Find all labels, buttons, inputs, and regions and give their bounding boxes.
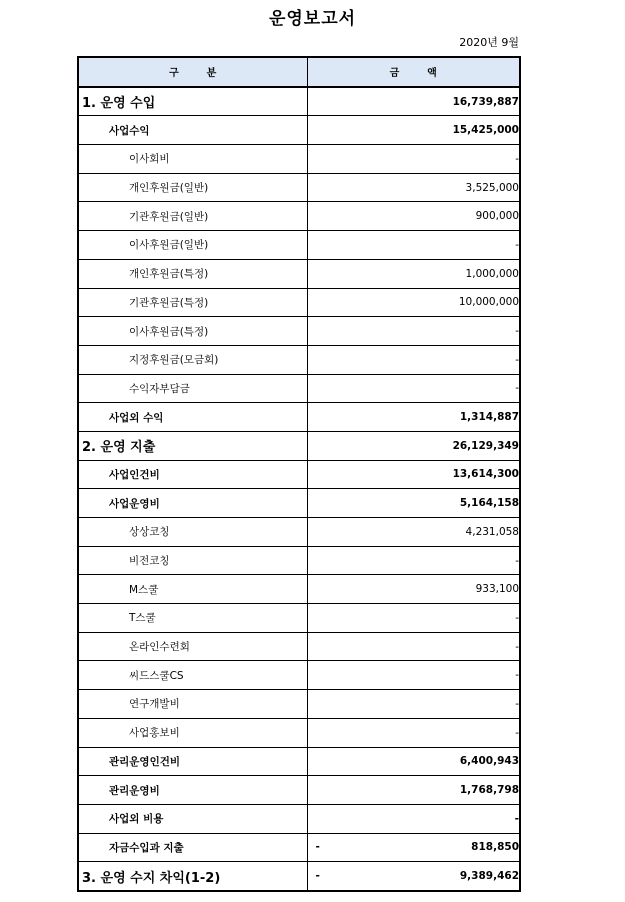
row-label: 3. 운영 수지 차익(1-2) [78,862,307,891]
table-row [78,288,520,317]
row-amount: 1,314,887 [459,411,519,424]
table-row [78,259,520,288]
header-category: 구 분 [78,57,307,87]
table-header-row [78,57,520,87]
row-amount: - [515,325,519,338]
row-label: T스쿨 [78,604,307,633]
table-row [78,460,520,489]
table-row [78,145,520,174]
row-amount-cell [307,345,520,374]
row-amount-cell [307,403,520,432]
row-label: 이사회비 [78,145,307,174]
row-amount: 16,739,887 [452,95,519,108]
row-label: 사업인건비 [78,460,307,489]
row-amount-cell [307,116,520,145]
row-amount-cell [307,173,520,202]
row-label: 연구개발비 [78,690,307,719]
row-label: 사업외 수익 [78,403,307,432]
row-label: 기관후원금(일반) [78,202,307,231]
header-amount: 금 액 [307,57,520,87]
row-amount: - [515,238,519,251]
report-title: 운영보고서 [268,9,357,29]
table-row [78,546,520,575]
table-row [78,747,520,776]
row-amount: - [515,382,519,395]
row-amount: - [515,669,519,682]
table-row [78,804,520,833]
row-amount: 4,231,058 [465,525,519,538]
row-amount-cell [307,374,520,403]
row-amount-cell [307,317,520,346]
row-label: 관리운영비 [78,776,307,805]
row-amount-cell [307,718,520,747]
row-label: 사업홍보비 [78,718,307,747]
row-amount-cell [307,632,520,661]
row-amount-cell [307,690,520,719]
row-label: 자금수입과 지출 [78,833,307,862]
table-row [78,202,520,231]
row-amount-cell [307,489,520,518]
row-amount: 5,164,158 [459,497,519,510]
row-label: 기관후원금(특정) [78,288,307,317]
table-row [78,374,520,403]
row-amount: 933,100 [475,583,519,596]
row-amount: 10,000,000 [458,296,519,309]
row-label: 관리운영인건비 [78,747,307,776]
table-row [78,690,520,719]
row-label: 1. 운영 수입 [78,87,307,116]
table-row [78,661,520,690]
row-amount: - [515,611,519,624]
row-amount: - [515,726,519,739]
row-label: 사업운영비 [78,489,307,518]
row-amount-cell [307,747,520,776]
table-row [78,317,520,346]
table-row [78,173,520,202]
row-amount: 13,614,300 [452,468,519,481]
row-label: 지정후원금(모금회) [78,345,307,374]
report-date: 2020년 9월 [459,36,519,49]
row-amount-cell [307,202,520,231]
row-amount: 26,129,349 [452,439,519,452]
table-row [78,604,520,633]
table-row [78,345,520,374]
row-amount: 9,389,462 [459,870,519,883]
row-amount-cell [307,661,520,690]
row-amount: - [515,697,519,710]
row-amount-cell [307,259,520,288]
row-amount: 15,425,000 [452,124,519,137]
row-amount: - [515,554,519,567]
row-amount: - [514,812,519,825]
row-amount-cell [307,288,520,317]
row-amount-cell [307,833,520,862]
row-label: 이사후원금(일반) [78,231,307,260]
table-row [78,718,520,747]
row-amount: 818,850 [471,841,519,854]
row-label: 사업수익 [78,116,307,145]
table-row [78,403,520,432]
table-row [78,431,520,460]
row-amount-prefix: - [315,870,320,883]
row-amount-cell [307,518,520,547]
row-amount: - [515,640,519,653]
row-amount-cell [307,604,520,633]
row-amount-cell [307,145,520,174]
row-label: 이사후원금(특정) [78,317,307,346]
row-label: 상상코칭 [78,518,307,547]
table-row [78,776,520,805]
row-amount: 6,400,943 [459,755,519,768]
row-amount: - [515,353,519,366]
table-row [78,231,520,260]
row-label: 사업외 비용 [78,804,307,833]
row-label: 씨드스쿨CS [78,661,307,690]
row-amount-cell [307,546,520,575]
row-amount: 3,525,000 [465,181,519,194]
row-amount: 900,000 [475,210,519,223]
table-row [78,575,520,604]
row-amount-prefix: - [315,841,320,854]
row-label: 2. 운영 지출 [78,431,307,460]
row-amount-cell [307,87,520,116]
row-label: 수익자부담금 [78,374,307,403]
row-label: 개인후원금(일반) [78,173,307,202]
table-row [78,518,520,547]
row-label: 개인후원금(특정) [78,259,307,288]
row-amount-cell [307,575,520,604]
report-table [77,56,521,892]
row-amount: - [515,152,519,165]
row-amount-cell [307,862,520,891]
table-row [78,87,520,116]
row-amount-cell [307,776,520,805]
row-amount: 1,768,798 [459,784,519,797]
row-amount-cell [307,460,520,489]
row-amount-cell [307,231,520,260]
table-row [78,862,520,891]
row-amount-cell [307,431,520,460]
row-label: M스쿨 [78,575,307,604]
table-row [78,833,520,862]
row-label: 온라인수련회 [78,632,307,661]
row-amount: 1,000,000 [465,267,519,280]
table-row [78,489,520,518]
table-row [78,116,520,145]
row-label: 비전코칭 [78,546,307,575]
table-row [78,632,520,661]
row-amount-cell [307,804,520,833]
